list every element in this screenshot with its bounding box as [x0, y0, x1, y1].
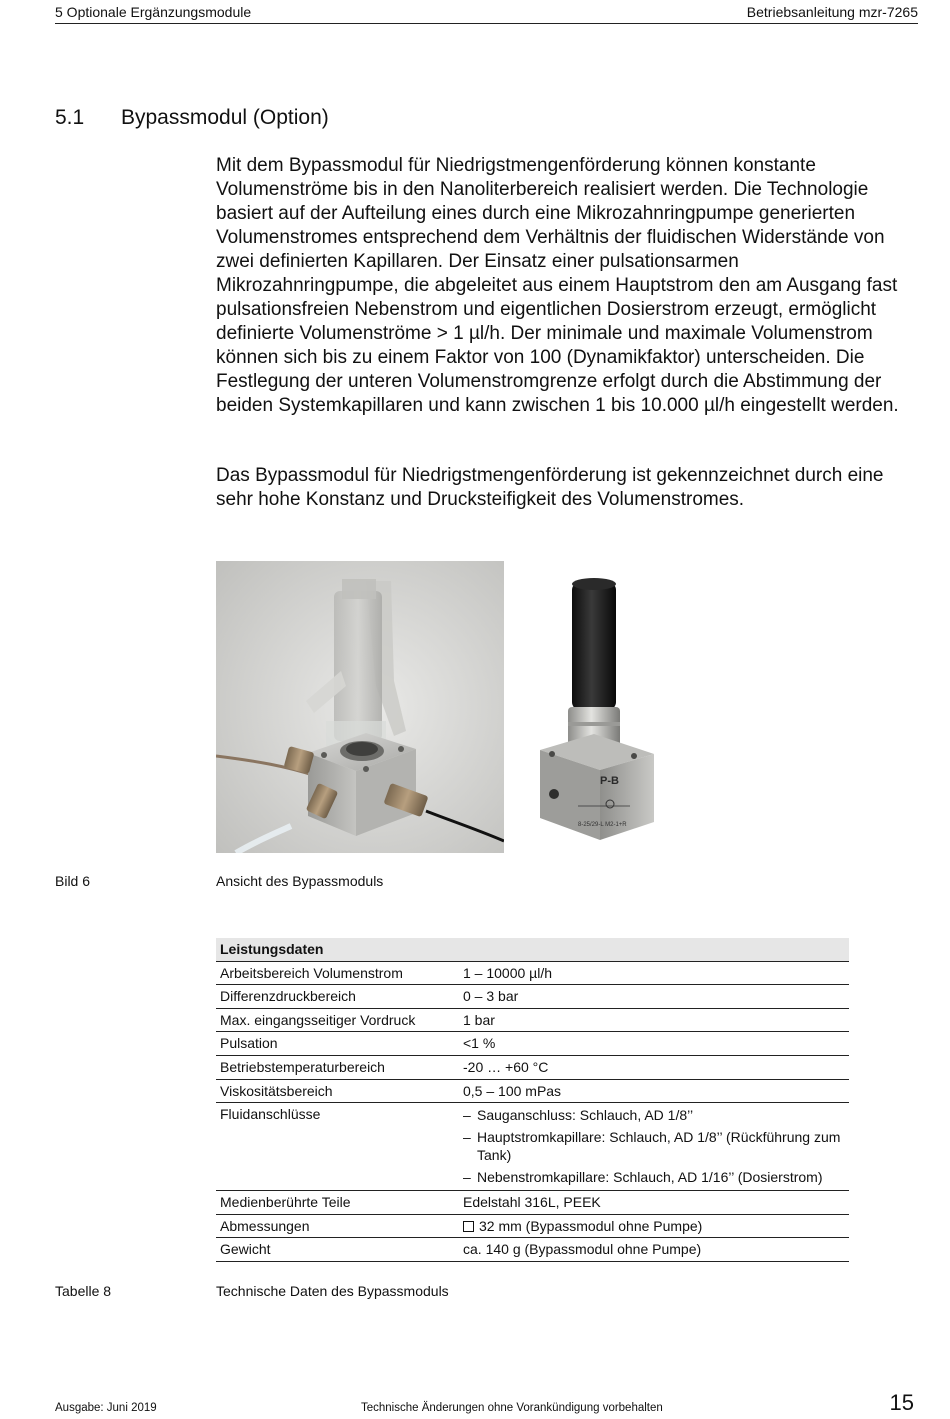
row-label: Fluidanschlüsse: [216, 1103, 459, 1191]
header-rule: [55, 23, 918, 24]
table-row-fluid-connections: [216, 1103, 849, 1191]
row-value: 1 bar: [459, 1008, 849, 1032]
table-header-row: [216, 938, 849, 961]
row-value: -20 … +60 °C: [459, 1055, 849, 1079]
footer-disclaimer: Technische Änderungen ohne Vorankündigung vorbehalten: [361, 1402, 663, 1414]
list-item: – Nebenstromkapillare: Schlauch, AD 1/16’’ (Dosierstrom): [463, 1168, 845, 1186]
table-row: [216, 1191, 849, 1215]
row-value-list: [459, 1103, 849, 1191]
list-item: – Hauptstromkapillare: Schlauch, AD 1/8’’ (Rückführung zum Tank): [463, 1128, 845, 1164]
table-heading: Leistungsdaten: [216, 938, 849, 961]
row-label: Pulsation: [216, 1032, 459, 1056]
row-value: ca. 140 g (Bypassmodul ohne Pumpe): [459, 1238, 849, 1262]
row-value: <1 %: [459, 1032, 849, 1056]
header-chapter: 5 Optionale Ergänzungsmodule: [55, 4, 252, 20]
bypass-module-photo-assembled: [216, 561, 504, 853]
row-label: Gewicht: [216, 1238, 459, 1262]
section-number: 5.1: [55, 106, 85, 129]
table-caption: Technische Daten des Bypassmoduls: [216, 1283, 449, 1299]
list-item: – Sauganschluss: Schlauch, AD 1/8’’: [463, 1106, 845, 1124]
table-row: [216, 1032, 849, 1056]
row-label: Abmessungen: [216, 1214, 459, 1238]
module-engraving-label: P-B: [600, 775, 619, 787]
square-icon: [463, 1221, 474, 1232]
table-row: [216, 985, 849, 1009]
page-number: 15: [889, 1390, 914, 1415]
row-value: 0,5 – 100 mPas: [459, 1079, 849, 1103]
dimension-value: 32 mm (Bypassmodul ohne Pumpe): [479, 1217, 703, 1234]
row-label: Medienberührte Teile: [216, 1191, 459, 1215]
spec-table: [216, 938, 849, 1262]
section-title: Bypassmodul (Option): [121, 106, 329, 129]
table-row: [216, 1008, 849, 1032]
row-label: Max. eingangsseitiger Vordruck: [216, 1008, 459, 1032]
row-value: 1 – 10000 µl/h: [459, 961, 849, 985]
table-label: Tabelle 8: [55, 1283, 112, 1299]
row-label: Arbeitsbereich Volumenstrom: [216, 961, 459, 985]
table-row: [216, 1238, 849, 1262]
footer-edition: Ausgabe: Juni 2019: [55, 1402, 157, 1414]
body-paragraph-2: Das Bypassmodul für Niedrigstmengenförderung ist gekennzeichnet durch eine sehr hohe Konstanz und Drucksteifigkeit des Volumenstromes.: [216, 465, 884, 510]
table-row: [216, 1079, 849, 1103]
body-paragraph-1: Mit dem Bypassmodul für Niedrigstmengenförderung können konstante Volumenströme bis in den Nanoliterbereich realisiert werden. Die Technologie basiert auf der Aufteilung eines durch eine Mikrozahnringpumpe generierten Volumenstromes entsprechend dem Verhältnis der fluidischen Widerstände von zwei definierten Kapillaren. Der Einsatz einer pulsationsarmen Mikrozahnringpumpe, die abgeleitet aus einem Hauptstrom den am Ausgang fast pulsationsfreien Nebenstrom und eigentlichen Dosierstrom erzeugt, ermöglicht definierte Volumenströme > 1 µl/h. Der minimale und maximale Volumenstrom können sich bis zu einem Faktor von 100 (Dynamikfaktor) unterscheiden. Die Festlegung der unteren Volumenstromgrenze erfolgt durch die Abstimmung der beiden Systemkapillaren und kann zwischen 1 bis 10.000 µl/h eingestellt werden.: [216, 155, 899, 416]
row-label: Betriebstemperaturbereich: [216, 1055, 459, 1079]
row-label: Differenzdruckbereich: [216, 985, 459, 1009]
row-label: Viskositätsbereich: [216, 1079, 459, 1103]
table-row: [216, 1214, 849, 1238]
bypass-module-photo-with-pump: [530, 572, 664, 840]
figure-label: Bild 6: [55, 873, 91, 889]
header-manual-title: Betriebsanleitung mzr-7265: [746, 4, 918, 20]
row-value: [459, 1214, 849, 1238]
row-value: 0 – 3 bar: [459, 985, 849, 1009]
module-engraving-code: 8-25/29-L M2-1+R: [578, 822, 627, 828]
figure-caption: Ansicht des Bypassmoduls: [216, 873, 384, 889]
table-row: [216, 961, 849, 985]
row-value: Edelstahl 316L, PEEK: [459, 1191, 849, 1215]
table-row: [216, 1055, 849, 1079]
